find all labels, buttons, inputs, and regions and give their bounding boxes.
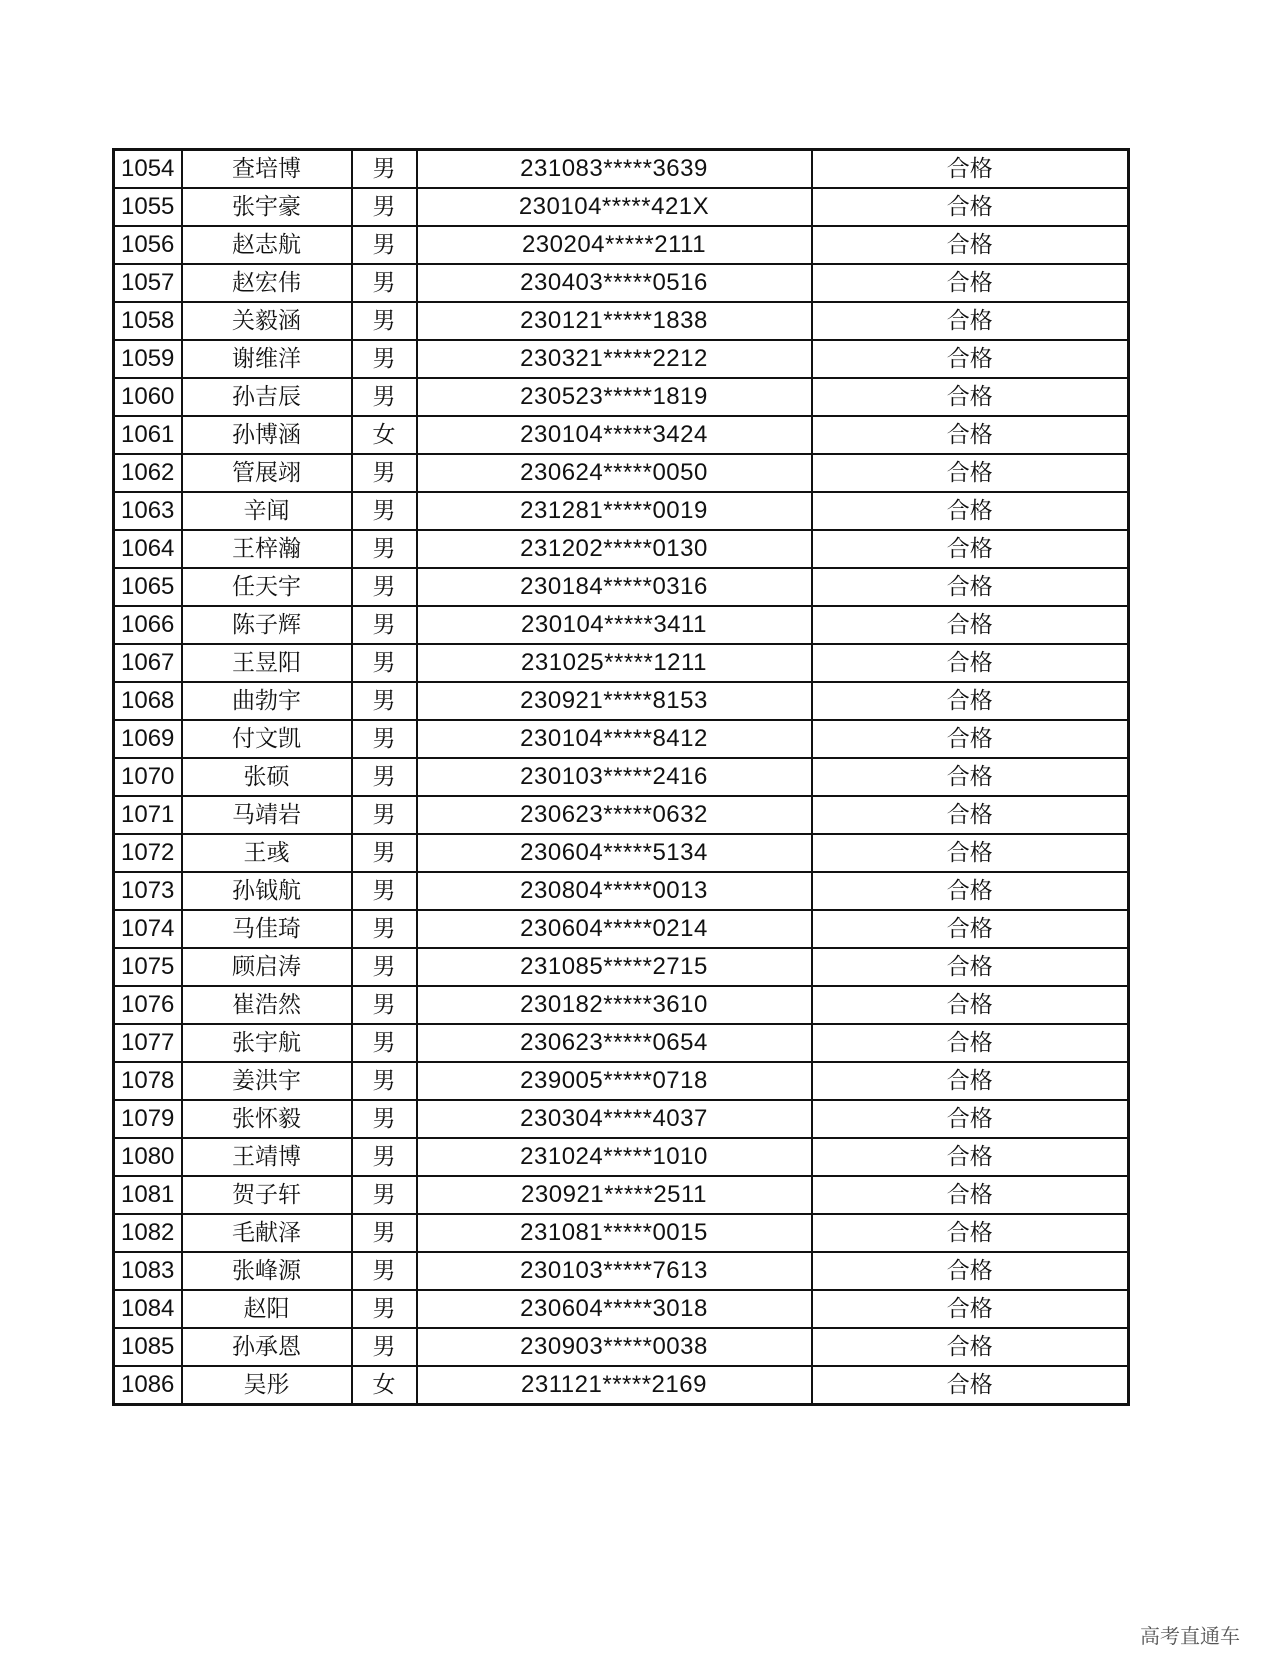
result-cell: 合格 bbox=[812, 1252, 1129, 1290]
row-number-cell: 1076 bbox=[114, 986, 182, 1024]
name-cell: 查培博 bbox=[182, 150, 352, 189]
result-cell: 合格 bbox=[812, 1176, 1129, 1214]
gender-cell: 男 bbox=[352, 1024, 417, 1062]
name-cell: 张宇航 bbox=[182, 1024, 352, 1062]
id-number-cell: 231081*****0015 bbox=[417, 1214, 812, 1252]
watermark-text: 高考直通车 bbox=[1140, 1624, 1240, 1648]
name-cell: 任天宇 bbox=[182, 568, 352, 606]
id-number-cell: 230121*****1838 bbox=[417, 302, 812, 340]
name-cell: 孙吉辰 bbox=[182, 378, 352, 416]
gender-cell: 男 bbox=[352, 226, 417, 264]
result-cell: 合格 bbox=[812, 758, 1129, 796]
table-row bbox=[114, 226, 1129, 264]
table-row bbox=[114, 758, 1129, 796]
results-table bbox=[112, 148, 1130, 1406]
gender-cell: 男 bbox=[352, 644, 417, 682]
name-cell: 姜洪宇 bbox=[182, 1062, 352, 1100]
name-cell: 孙博涵 bbox=[182, 416, 352, 454]
id-number-cell: 230184*****0316 bbox=[417, 568, 812, 606]
row-number-cell: 1074 bbox=[114, 910, 182, 948]
row-number-cell: 1083 bbox=[114, 1252, 182, 1290]
name-cell: 管展翊 bbox=[182, 454, 352, 492]
table-row bbox=[114, 1290, 1129, 1328]
table-row bbox=[114, 1024, 1129, 1062]
name-cell: 王昱阳 bbox=[182, 644, 352, 682]
table-row bbox=[114, 720, 1129, 758]
name-cell: 张峰源 bbox=[182, 1252, 352, 1290]
table-row bbox=[114, 682, 1129, 720]
table-row bbox=[114, 454, 1129, 492]
gender-cell: 男 bbox=[352, 834, 417, 872]
gender-cell: 男 bbox=[352, 568, 417, 606]
result-cell: 合格 bbox=[812, 530, 1129, 568]
row-number-cell: 1067 bbox=[114, 644, 182, 682]
id-number-cell: 231085*****2715 bbox=[417, 948, 812, 986]
gender-cell: 男 bbox=[352, 758, 417, 796]
gender-cell: 男 bbox=[352, 1100, 417, 1138]
id-number-cell: 230804*****0013 bbox=[417, 872, 812, 910]
table-row bbox=[114, 188, 1129, 226]
name-cell: 毛献泽 bbox=[182, 1214, 352, 1252]
id-number-cell: 230403*****0516 bbox=[417, 264, 812, 302]
id-number-cell: 230104*****421X bbox=[417, 188, 812, 226]
table-row bbox=[114, 1328, 1129, 1366]
result-cell: 合格 bbox=[812, 644, 1129, 682]
gender-cell: 男 bbox=[352, 1062, 417, 1100]
row-number-cell: 1069 bbox=[114, 720, 182, 758]
id-number-cell: 239005*****0718 bbox=[417, 1062, 812, 1100]
name-cell: 张宇豪 bbox=[182, 188, 352, 226]
table-row bbox=[114, 1252, 1129, 1290]
result-cell: 合格 bbox=[812, 1214, 1129, 1252]
gender-cell: 男 bbox=[352, 1252, 417, 1290]
result-cell: 合格 bbox=[812, 1024, 1129, 1062]
row-number-cell: 1080 bbox=[114, 1138, 182, 1176]
gender-cell: 男 bbox=[352, 302, 417, 340]
table-row bbox=[114, 264, 1129, 302]
result-cell: 合格 bbox=[812, 1100, 1129, 1138]
name-cell: 马靖岩 bbox=[182, 796, 352, 834]
result-cell: 合格 bbox=[812, 1062, 1129, 1100]
row-number-cell: 1086 bbox=[114, 1366, 182, 1405]
table-row bbox=[114, 796, 1129, 834]
gender-cell: 男 bbox=[352, 340, 417, 378]
table-row bbox=[114, 1100, 1129, 1138]
result-cell: 合格 bbox=[812, 150, 1129, 189]
id-number-cell: 230104*****3424 bbox=[417, 416, 812, 454]
result-cell: 合格 bbox=[812, 606, 1129, 644]
gender-cell: 男 bbox=[352, 150, 417, 189]
row-number-cell: 1059 bbox=[114, 340, 182, 378]
table-row bbox=[114, 530, 1129, 568]
row-number-cell: 1075 bbox=[114, 948, 182, 986]
row-number-cell: 1082 bbox=[114, 1214, 182, 1252]
id-number-cell: 231121*****2169 bbox=[417, 1366, 812, 1405]
row-number-cell: 1057 bbox=[114, 264, 182, 302]
id-number-cell: 230104*****3411 bbox=[417, 606, 812, 644]
gender-cell: 男 bbox=[352, 1290, 417, 1328]
row-number-cell: 1077 bbox=[114, 1024, 182, 1062]
row-number-cell: 1060 bbox=[114, 378, 182, 416]
row-number-cell: 1072 bbox=[114, 834, 182, 872]
row-number-cell: 1079 bbox=[114, 1100, 182, 1138]
table-row bbox=[114, 1176, 1129, 1214]
result-cell: 合格 bbox=[812, 492, 1129, 530]
id-number-cell: 231024*****1010 bbox=[417, 1138, 812, 1176]
gender-cell: 男 bbox=[352, 872, 417, 910]
name-cell: 孙钺航 bbox=[182, 872, 352, 910]
table-row bbox=[114, 492, 1129, 530]
id-number-cell: 230624*****0050 bbox=[417, 454, 812, 492]
row-number-cell: 1085 bbox=[114, 1328, 182, 1366]
table-row bbox=[114, 150, 1129, 189]
result-cell: 合格 bbox=[812, 1328, 1129, 1366]
result-cell: 合格 bbox=[812, 378, 1129, 416]
result-cell: 合格 bbox=[812, 264, 1129, 302]
id-number-cell: 231202*****0130 bbox=[417, 530, 812, 568]
id-number-cell: 230623*****0654 bbox=[417, 1024, 812, 1062]
table-row bbox=[114, 1366, 1129, 1405]
id-number-cell: 230921*****2511 bbox=[417, 1176, 812, 1214]
row-number-cell: 1078 bbox=[114, 1062, 182, 1100]
row-number-cell: 1065 bbox=[114, 568, 182, 606]
row-number-cell: 1054 bbox=[114, 150, 182, 189]
result-cell: 合格 bbox=[812, 910, 1129, 948]
result-cell: 合格 bbox=[812, 948, 1129, 986]
id-number-cell: 230103*****7613 bbox=[417, 1252, 812, 1290]
row-number-cell: 1084 bbox=[114, 1290, 182, 1328]
gender-cell: 男 bbox=[352, 264, 417, 302]
table-row bbox=[114, 568, 1129, 606]
name-cell: 辛闻 bbox=[182, 492, 352, 530]
table-row bbox=[114, 986, 1129, 1024]
result-cell: 合格 bbox=[812, 796, 1129, 834]
result-cell: 合格 bbox=[812, 226, 1129, 264]
gender-cell: 男 bbox=[352, 1214, 417, 1252]
result-cell: 合格 bbox=[812, 188, 1129, 226]
table-row bbox=[114, 378, 1129, 416]
result-cell: 合格 bbox=[812, 454, 1129, 492]
result-cell: 合格 bbox=[812, 416, 1129, 454]
row-number-cell: 1066 bbox=[114, 606, 182, 644]
table-row bbox=[114, 1062, 1129, 1100]
table-row bbox=[114, 340, 1129, 378]
result-cell: 合格 bbox=[812, 568, 1129, 606]
id-number-cell: 230623*****0632 bbox=[417, 796, 812, 834]
name-cell: 王靖博 bbox=[182, 1138, 352, 1176]
table-row bbox=[114, 644, 1129, 682]
gender-cell: 男 bbox=[352, 188, 417, 226]
table-row bbox=[114, 1214, 1129, 1252]
gender-cell: 男 bbox=[352, 682, 417, 720]
name-cell: 顾启涛 bbox=[182, 948, 352, 986]
row-number-cell: 1081 bbox=[114, 1176, 182, 1214]
id-number-cell: 230182*****3610 bbox=[417, 986, 812, 1024]
table-row bbox=[114, 910, 1129, 948]
row-number-cell: 1071 bbox=[114, 796, 182, 834]
name-cell: 马佳琦 bbox=[182, 910, 352, 948]
name-cell: 孙承恩 bbox=[182, 1328, 352, 1366]
id-number-cell: 230103*****2416 bbox=[417, 758, 812, 796]
name-cell: 吴彤 bbox=[182, 1366, 352, 1405]
result-cell: 合格 bbox=[812, 872, 1129, 910]
gender-cell: 男 bbox=[352, 492, 417, 530]
id-number-cell: 230604*****5134 bbox=[417, 834, 812, 872]
name-cell: 王梓瀚 bbox=[182, 530, 352, 568]
id-number-cell: 230304*****4037 bbox=[417, 1100, 812, 1138]
gender-cell: 男 bbox=[352, 910, 417, 948]
gender-cell: 男 bbox=[352, 1328, 417, 1366]
result-cell: 合格 bbox=[812, 986, 1129, 1024]
gender-cell: 男 bbox=[352, 948, 417, 986]
id-number-cell: 230321*****2212 bbox=[417, 340, 812, 378]
id-number-cell: 231025*****1211 bbox=[417, 644, 812, 682]
row-number-cell: 1055 bbox=[114, 188, 182, 226]
id-number-cell: 230903*****0038 bbox=[417, 1328, 812, 1366]
gender-cell: 女 bbox=[352, 1366, 417, 1405]
row-number-cell: 1070 bbox=[114, 758, 182, 796]
table-row bbox=[114, 606, 1129, 644]
result-cell: 合格 bbox=[812, 682, 1129, 720]
name-cell: 贺子轩 bbox=[182, 1176, 352, 1214]
name-cell: 付文凯 bbox=[182, 720, 352, 758]
result-cell: 合格 bbox=[812, 1366, 1129, 1405]
id-number-cell: 230604*****3018 bbox=[417, 1290, 812, 1328]
name-cell: 关毅涵 bbox=[182, 302, 352, 340]
result-cell: 合格 bbox=[812, 1290, 1129, 1328]
row-number-cell: 1062 bbox=[114, 454, 182, 492]
table-row bbox=[114, 948, 1129, 986]
name-cell: 张硕 bbox=[182, 758, 352, 796]
name-cell: 张怀毅 bbox=[182, 1100, 352, 1138]
id-number-cell: 231281*****0019 bbox=[417, 492, 812, 530]
table-row bbox=[114, 1138, 1129, 1176]
row-number-cell: 1068 bbox=[114, 682, 182, 720]
result-cell: 合格 bbox=[812, 834, 1129, 872]
result-cell: 合格 bbox=[812, 720, 1129, 758]
name-cell: 崔浩然 bbox=[182, 986, 352, 1024]
table-row bbox=[114, 834, 1129, 872]
name-cell: 赵宏伟 bbox=[182, 264, 352, 302]
row-number-cell: 1073 bbox=[114, 872, 182, 910]
id-number-cell: 230204*****2111 bbox=[417, 226, 812, 264]
name-cell: 赵阳 bbox=[182, 1290, 352, 1328]
name-cell: 陈子辉 bbox=[182, 606, 352, 644]
result-cell: 合格 bbox=[812, 302, 1129, 340]
results-table-body bbox=[114, 150, 1129, 1405]
gender-cell: 女 bbox=[352, 416, 417, 454]
gender-cell: 男 bbox=[352, 454, 417, 492]
row-number-cell: 1063 bbox=[114, 492, 182, 530]
gender-cell: 男 bbox=[352, 606, 417, 644]
gender-cell: 男 bbox=[352, 378, 417, 416]
name-cell: 谢维洋 bbox=[182, 340, 352, 378]
name-cell: 曲勃宇 bbox=[182, 682, 352, 720]
row-number-cell: 1056 bbox=[114, 226, 182, 264]
gender-cell: 男 bbox=[352, 796, 417, 834]
row-number-cell: 1058 bbox=[114, 302, 182, 340]
result-cell: 合格 bbox=[812, 1138, 1129, 1176]
table-row bbox=[114, 872, 1129, 910]
gender-cell: 男 bbox=[352, 720, 417, 758]
row-number-cell: 1064 bbox=[114, 530, 182, 568]
table-row bbox=[114, 302, 1129, 340]
id-number-cell: 230523*****1819 bbox=[417, 378, 812, 416]
row-number-cell: 1061 bbox=[114, 416, 182, 454]
table-row bbox=[114, 416, 1129, 454]
result-cell: 合格 bbox=[812, 340, 1129, 378]
name-cell: 赵志航 bbox=[182, 226, 352, 264]
name-cell: 王彧 bbox=[182, 834, 352, 872]
id-number-cell: 231083*****3639 bbox=[417, 150, 812, 189]
gender-cell: 男 bbox=[352, 530, 417, 568]
id-number-cell: 230604*****0214 bbox=[417, 910, 812, 948]
gender-cell: 男 bbox=[352, 1176, 417, 1214]
id-number-cell: 230921*****8153 bbox=[417, 682, 812, 720]
id-number-cell: 230104*****8412 bbox=[417, 720, 812, 758]
gender-cell: 男 bbox=[352, 986, 417, 1024]
gender-cell: 男 bbox=[352, 1138, 417, 1176]
